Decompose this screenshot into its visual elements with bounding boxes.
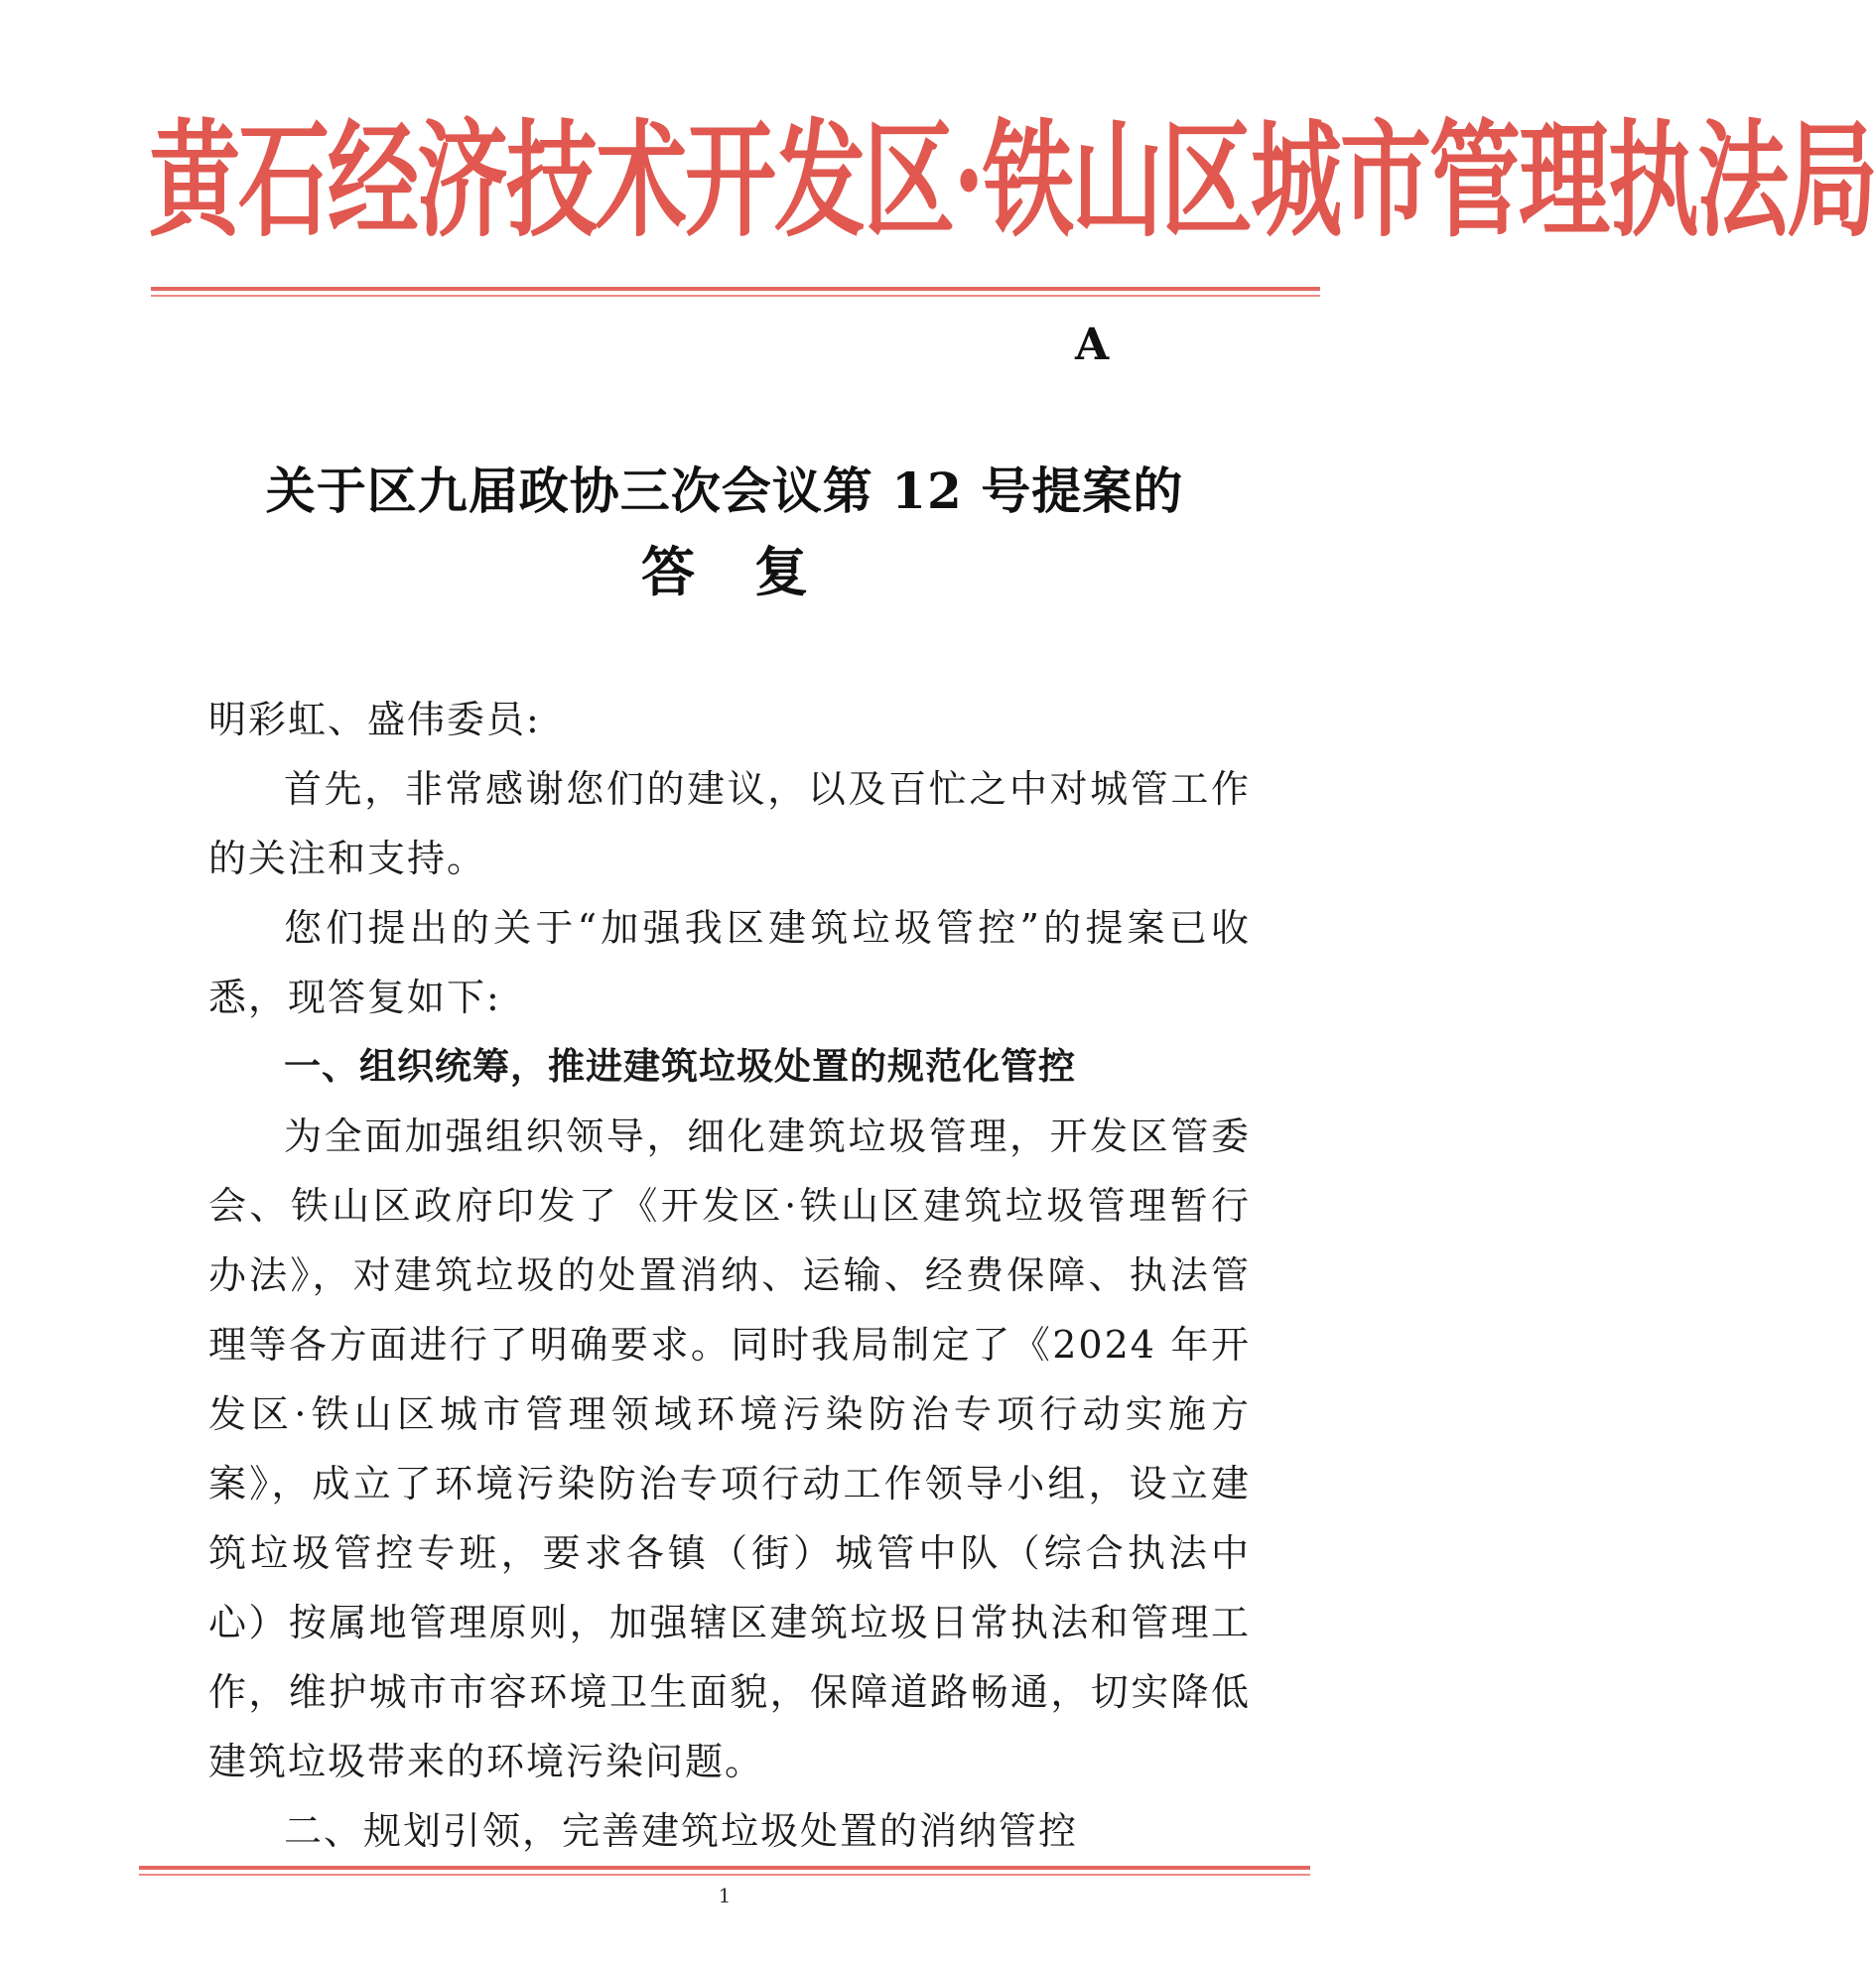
paragraph-organization: 为全面加强组织领导，细化建筑垃圾管理，开发区管委会、铁山区政府印发了《开发区·铁山区建筑垃圾管理暂行办法》，对建筑垃圾的处置消纳、运输、经费保障、执法管理等各方面进行了明确要求。同时我局制定了《2024 年开发区·铁山区城市管理领域环境污染防治专项行动实施方案》，成立了环境污染防治专项行动工作领导小组，设立建筑垃圾管控专班，要求各镇（街）城管中队（综合执法中心）按属地管理原则，加强辖区建筑垃圾日常执法和管理工作，维护城市市容环境卫生面貌，保障道路畅通，切实降低建筑垃圾带来的环境污染问题。	[208, 1114, 1251, 1783]
document-title-reply	[0, 536, 1449, 607]
footer-rule-thick	[139, 1866, 1310, 1870]
document-code: A	[1075, 320, 1110, 370]
header-rule-thin	[151, 295, 1320, 297]
section-heading-2: 二、规划引领，完善建筑垃圾处置的消纳管控	[284, 1809, 1079, 1853]
footer-rule-thin	[139, 1874, 1310, 1876]
paragraph-receipt: 您们提出的关于“加强我区建筑垃圾管控”的提案已收悉，现答复如下:	[208, 906, 1251, 1019]
page-number: 1	[718, 1884, 732, 1907]
header-rule-thick	[151, 287, 1320, 291]
section-heading-1: 一、组织统筹，推进建筑垃圾处置的规范化管控	[284, 1045, 1076, 1088]
salutation: 明彩虹、盛伟委员:	[208, 698, 541, 741]
title-reply-char-1: 答	[641, 540, 695, 603]
document-title: 关于区九届政协三次会议第 12 号提案的	[265, 461, 1184, 520]
title-reply-char-2: 复	[754, 540, 808, 603]
agency-letterhead: 黄石经济技术开发区·铁山区城市管理执法局	[149, 106, 1876, 255]
document-body	[208, 685, 1251, 1866]
paragraph-thanks: 首先，非常感谢您们的建议，以及百忙之中对城管工作的关注和支持。	[208, 767, 1251, 880]
